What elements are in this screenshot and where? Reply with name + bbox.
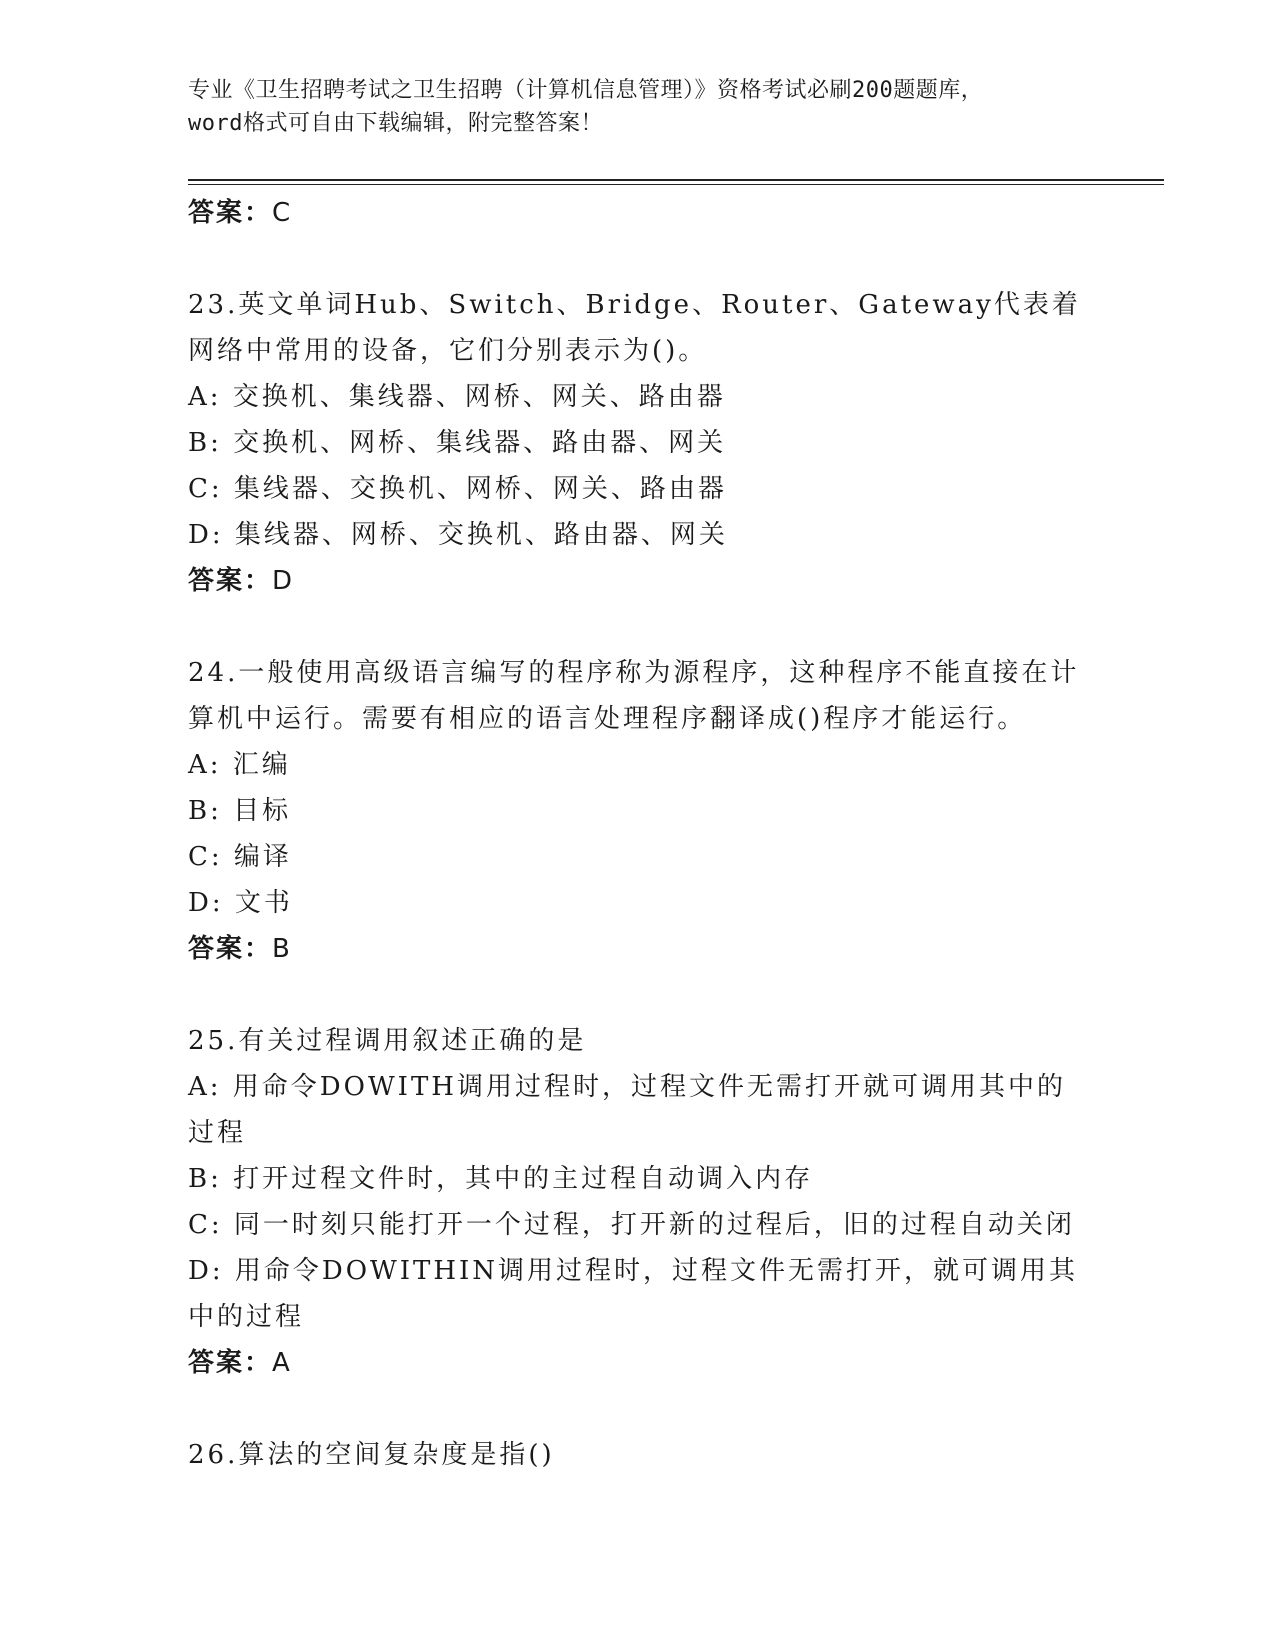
answer-value: C [272,198,293,228]
answer-line [188,1340,1088,1386]
option-c: C: 同一时刻只能打开一个过程，打开新的过程后，旧的过程自动关闭 [188,1210,1075,1240]
question-title: 24.一般使用高级语言编写的程序称为源程序，这种程序不能直接在计算机中运行。需要有相应的语言处理程序翻译成()程序才能运行。 [188,658,1080,734]
answer-value: A [272,1348,292,1378]
header-line-1: 专业《卫生招聘考试之卫生招聘（计算机信息管理）》资格考试必刷200题题库， [188,78,984,103]
spacer [188,1386,1088,1432]
question-title: 25.有关过程调用叙述正确的是 [188,1026,587,1056]
question-26 [188,1432,1088,1478]
answer-label: 答案： [188,934,273,964]
question-title: 26.算法的空间复杂度是指() [188,1440,555,1470]
spacer [188,604,1088,650]
question-title: 23.英文单词Hub、Switch、Bridge、Router、Gateway代表着网络中常用的设备，它们分别表示为()。 [188,290,1081,366]
answer-line-22 [188,190,1088,236]
answer-line [188,558,1088,604]
header-line-2: word格式可自由下载编辑，附完整答案！ [188,111,603,136]
spacer [188,236,1088,282]
answer-value: B [272,934,292,964]
option-c: C: 编译 [188,842,292,872]
option-c: C: 集线器、交换机、网桥、网关、路由器 [188,474,727,504]
header-divider-thin [188,184,1164,185]
question-23 [188,282,1088,604]
document-header [188,74,1088,140]
answer-label: 答案： [188,1348,273,1378]
answer-label: 答案： [188,566,273,596]
option-b: B: 目标 [188,796,292,826]
question-24 [188,650,1088,972]
option-b: B: 打开过程文件时，其中的主过程自动调入内存 [188,1164,814,1194]
answer-label: 答案： [188,198,273,228]
option-a: A: 用命令DOWITH调用过程时，过程文件无需打开就可调用其中的过程 [188,1072,1066,1148]
option-b: B: 交换机、网桥、集线器、路由器、网关 [188,428,727,458]
answer-value: D [272,566,295,596]
header-divider-thick [188,179,1164,181]
option-d: D: 集线器、网桥、交换机、路由器、网关 [188,520,728,550]
option-a: A: 交换机、集线器、网桥、网关、路由器 [188,382,726,412]
answer-line [188,926,1088,972]
option-d: D: 用命令DOWITHIN调用过程时，过程文件无需打开，就可调用其中的过程 [188,1256,1079,1332]
option-d: D: 文书 [188,888,293,918]
spacer [188,972,1088,1018]
question-list [188,190,1088,1478]
option-a: A: 汇编 [188,750,291,780]
question-25 [188,1018,1088,1386]
